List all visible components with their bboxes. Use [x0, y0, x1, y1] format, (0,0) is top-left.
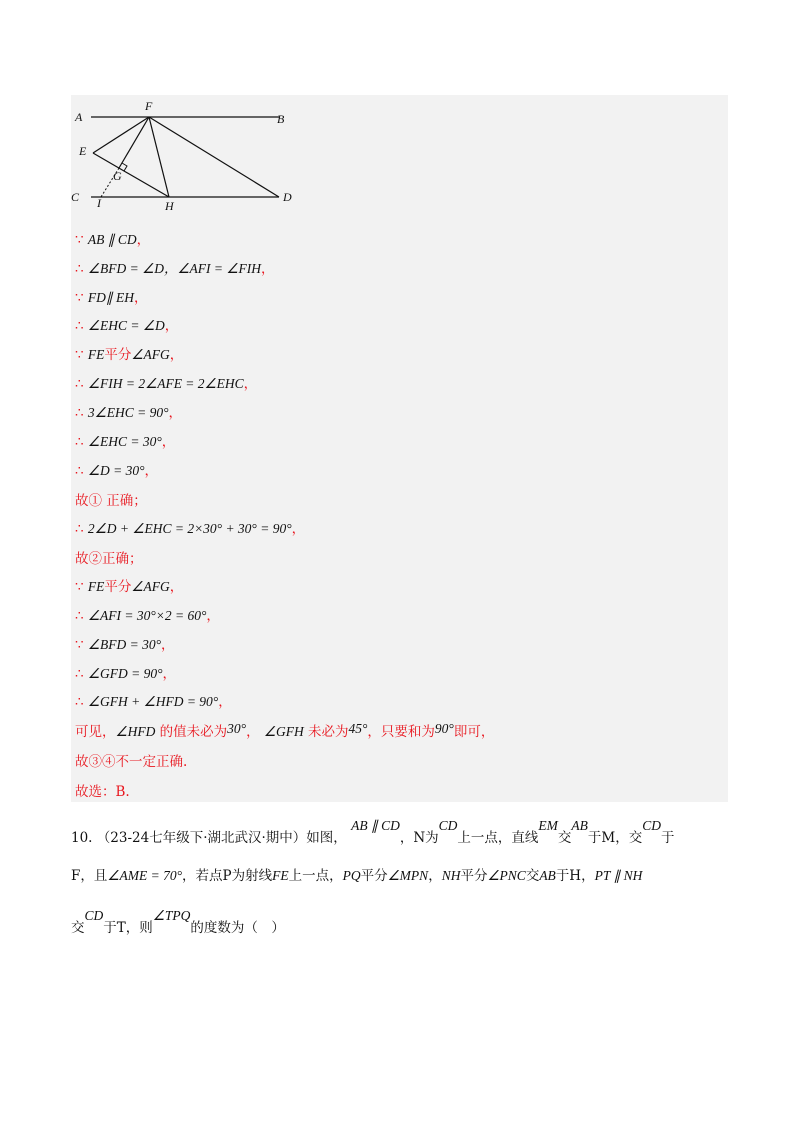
- question-source: （23-24七年级下·湖北武汉·期中）如图，: [96, 830, 347, 846]
- text: 于T，则: [103, 920, 153, 936]
- math-expr: ∠PNC: [487, 868, 526, 883]
- bisect-text: 平分: [104, 579, 132, 595]
- question-number: 10.: [71, 830, 93, 846]
- solution-line: [75, 492, 147, 510]
- math-expr: FD∥ EH: [87, 290, 135, 305]
- conclusion-1: 故① 正确；: [75, 493, 147, 509]
- therefore-symbol: ∴: [75, 405, 84, 421]
- text: 的度数为（ ）: [190, 920, 285, 936]
- math-expr: FE: [87, 579, 105, 594]
- math-expr: CD: [84, 908, 104, 923]
- math-expr: CD: [438, 818, 458, 833]
- text: 未必为: [308, 724, 349, 740]
- math-expr: CD: [642, 818, 662, 833]
- solution-conclusion: [75, 723, 494, 741]
- comma: ，: [134, 290, 148, 306]
- label-C: C: [71, 190, 80, 204]
- math-expr: ∠HFD: [115, 724, 156, 739]
- solution-line: [75, 260, 275, 278]
- math-expr: ∠AFG: [131, 579, 170, 594]
- therefore-symbol: ∴: [75, 608, 84, 624]
- math-expr: PT ∥ NH: [594, 868, 643, 883]
- therefore-symbol: ∴: [75, 463, 84, 479]
- text: 即可，: [453, 724, 495, 740]
- label-E: E: [79, 144, 87, 158]
- comma: ，: [169, 347, 184, 363]
- math-expr: ∠EHC = ∠D: [87, 318, 165, 333]
- comma: ，: [261, 261, 275, 277]
- comma: ，: [243, 376, 258, 392]
- math-expr: ∠D = 30°: [87, 463, 145, 478]
- math-expr: 90°: [434, 721, 454, 736]
- text: 于H，: [555, 868, 595, 884]
- text: 于M，交: [587, 830, 643, 846]
- answer: 故选：B.: [75, 784, 130, 800]
- solution-line: [75, 520, 305, 538]
- comma: ，: [206, 608, 220, 624]
- math-expr: ∠GFH + ∠HFD = 90°: [87, 694, 219, 709]
- question-line-3: [71, 908, 285, 946]
- text: ，: [428, 868, 442, 884]
- math-expr: AB: [571, 818, 588, 833]
- math-expr: EM: [538, 818, 558, 833]
- text: 可见，: [75, 724, 116, 740]
- solution-line: [75, 693, 232, 711]
- text: ，只要和为: [367, 724, 435, 740]
- comma: ，: [164, 318, 179, 334]
- text: 于: [661, 830, 675, 846]
- math-expr: 30°: [227, 721, 247, 736]
- label-A: A: [75, 110, 83, 124]
- math-expr: ∠GFH: [263, 724, 304, 739]
- because-symbol: ∵: [75, 347, 84, 363]
- conclusion-2: 故②正确；: [75, 551, 143, 567]
- label-B: B: [277, 112, 285, 126]
- text: 交: [71, 920, 85, 936]
- text: 交: [557, 830, 572, 846]
- math-expr: ∠GFD = 90°: [87, 666, 163, 681]
- text: 上一点，直线: [457, 830, 539, 846]
- comma: ，: [161, 434, 176, 450]
- text: F，且: [71, 868, 108, 884]
- text: ，若点P为射线: [181, 868, 273, 884]
- math-expr: ∠BFD = ∠D，∠AFI = ∠FIH: [87, 261, 261, 276]
- solution-line: [75, 404, 182, 422]
- bisect-text: 平分: [104, 347, 132, 363]
- solution-line: [75, 231, 150, 249]
- solution-line: [75, 665, 176, 683]
- comma: ，: [136, 232, 151, 248]
- solution-block: [71, 95, 728, 802]
- math-expr: NH: [441, 868, 461, 883]
- therefore-symbol: ∴: [75, 318, 84, 334]
- comma: ，: [168, 405, 183, 421]
- comma: ，: [144, 463, 159, 479]
- comma: ，: [291, 521, 306, 537]
- math-expr: FE: [272, 868, 289, 883]
- text: 上一点，: [288, 868, 343, 884]
- math-expr: FE: [87, 347, 105, 362]
- solution-line: [75, 346, 183, 364]
- label-D: D: [283, 190, 292, 204]
- math-expr: 3∠EHC = 90°: [87, 405, 169, 420]
- solution-line: [75, 462, 158, 480]
- text: 平分: [460, 868, 488, 884]
- because-symbol: ∵: [75, 637, 84, 653]
- solution-line: [75, 375, 257, 393]
- label-F: F: [145, 99, 153, 113]
- therefore-symbol: ∴: [75, 261, 84, 277]
- math-expr: AB: [539, 868, 556, 883]
- math-expr: ∠FIH = 2∠AFE = 2∠EHC: [87, 376, 244, 391]
- solution-line: [75, 433, 175, 451]
- math-expr: 45°: [348, 721, 368, 736]
- therefore-symbol: ∴: [75, 434, 84, 450]
- math-expr: ∠AFG: [131, 347, 170, 362]
- solution-line: [75, 578, 183, 596]
- text: 平分: [360, 868, 388, 884]
- math-expr: ∠AFI = 30°×2 = 60°: [87, 608, 207, 623]
- text: 的值未必为: [159, 724, 228, 740]
- math-expr: PQ: [342, 868, 361, 883]
- solution-line: [75, 636, 175, 654]
- therefore-symbol: ∴: [75, 376, 84, 392]
- math-expr: ∠AME = 70°: [107, 868, 182, 883]
- because-symbol: ∵: [75, 579, 84, 595]
- text: ，: [246, 724, 260, 740]
- text: ，N为: [399, 830, 439, 846]
- label-G: G: [113, 169, 122, 183]
- solution-line: [75, 289, 148, 307]
- math-expr: ∠EHC = 30°: [87, 434, 162, 449]
- text: 交: [525, 868, 540, 884]
- because-symbol: ∵: [75, 232, 84, 248]
- question-10: [71, 812, 731, 942]
- question-line-1: [71, 818, 675, 856]
- because-symbol: ∵: [75, 290, 84, 306]
- question-line-2: [71, 864, 642, 894]
- comma: ，: [161, 637, 175, 653]
- solution-line: [75, 607, 220, 625]
- therefore-symbol: ∴: [75, 521, 84, 537]
- math-expr: AB ∥ CD: [351, 818, 400, 833]
- comma: ，: [218, 694, 232, 710]
- therefore-symbol: ∴: [75, 694, 84, 710]
- math-expr: ∠MPN: [387, 868, 429, 883]
- conclusion-34: 故③④不一定正确.: [75, 754, 188, 770]
- label-H: H: [165, 199, 174, 213]
- math-expr: ∠TPQ: [152, 908, 191, 923]
- answer-line: [75, 783, 130, 801]
- math-expr: ∠BFD = 30°: [87, 637, 161, 652]
- therefore-symbol: ∴: [75, 666, 84, 682]
- math-expr: AB ∥ CD: [87, 232, 137, 247]
- solution-line: [75, 753, 187, 771]
- math-expr: 2∠D + ∠EHC = 2×30° + 30° = 90°: [87, 521, 292, 536]
- solution-line: [75, 317, 178, 335]
- label-I: I: [97, 196, 101, 210]
- comma: ，: [162, 666, 176, 682]
- comma: ，: [169, 579, 184, 595]
- solution-line: [75, 550, 143, 568]
- geometry-figure: [71, 95, 311, 215]
